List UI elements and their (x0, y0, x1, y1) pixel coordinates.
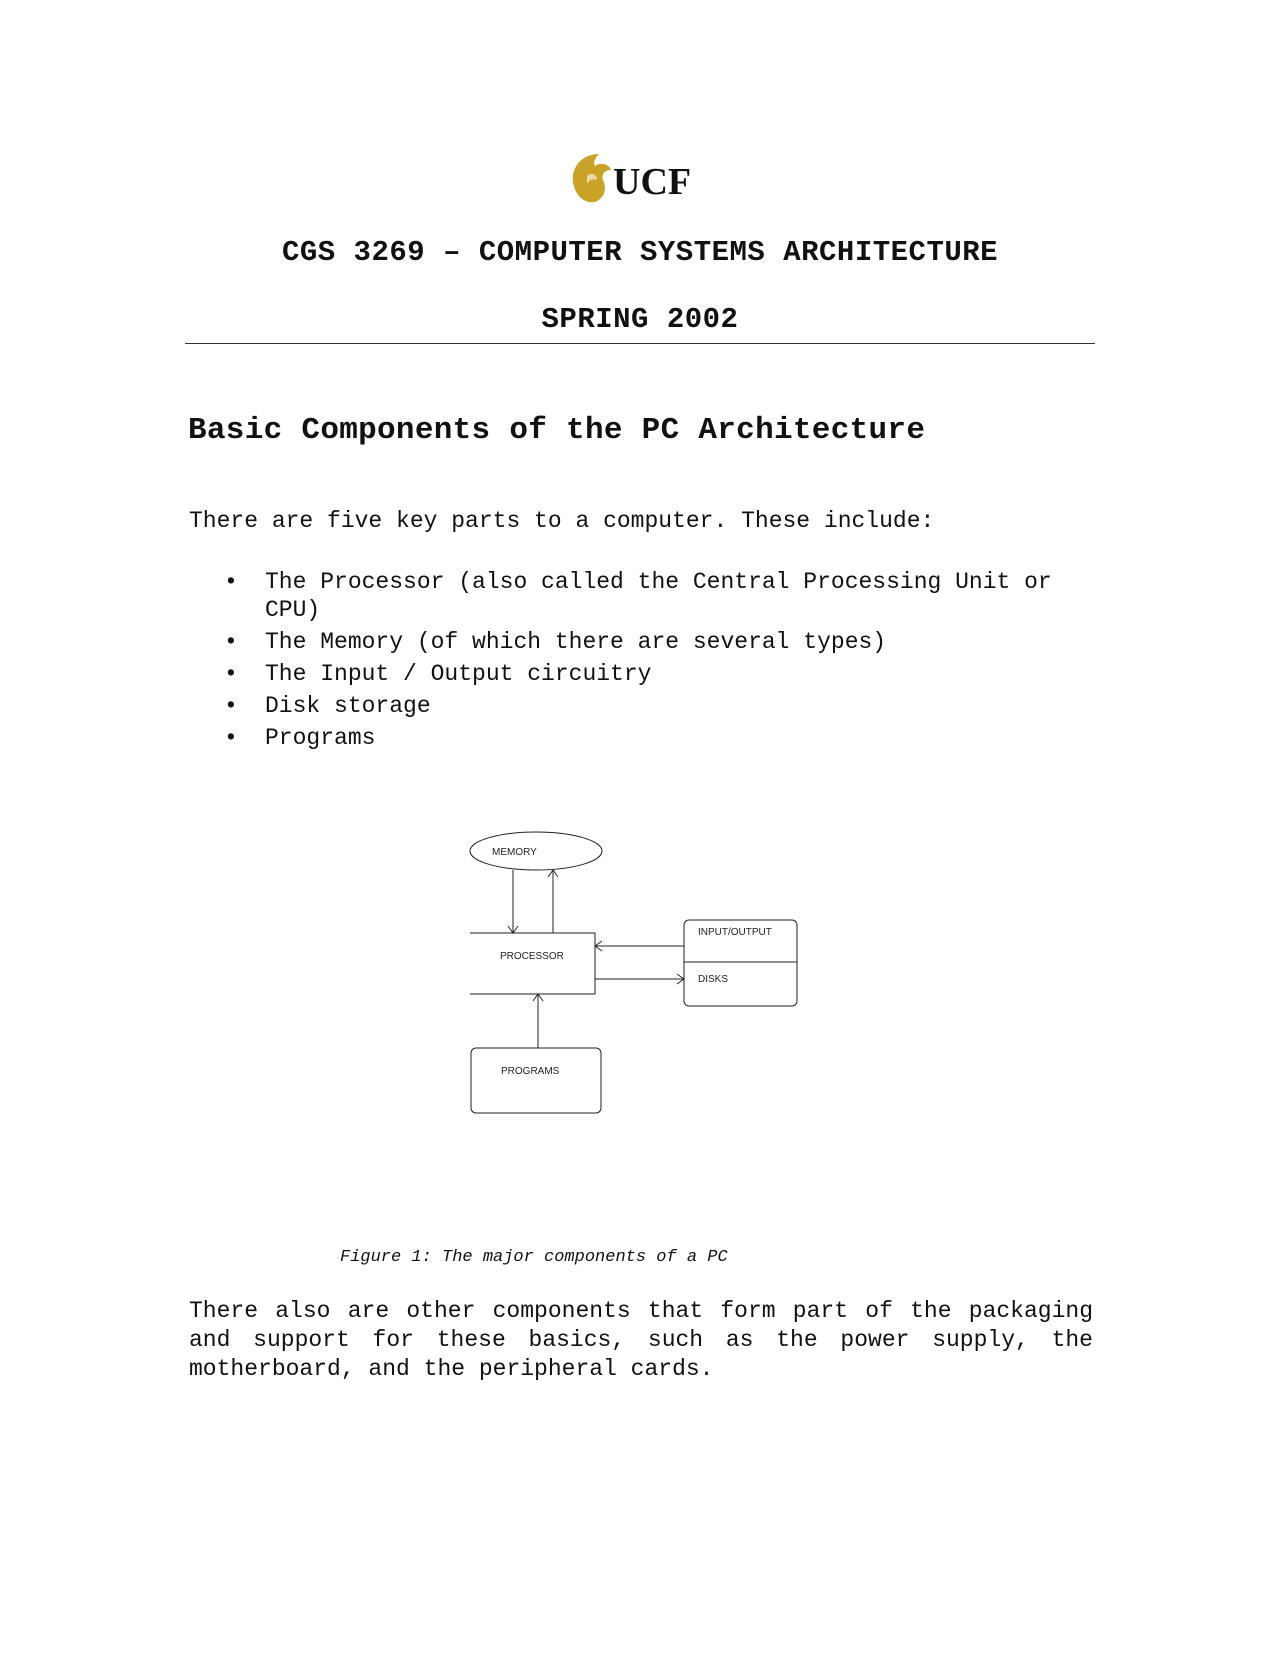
components-diagram (440, 820, 820, 1130)
processor-node (470, 933, 595, 994)
list-item: • The Processor (also called the Central Processing Unit or CPU) (224, 569, 1052, 623)
ucf-logo (565, 148, 715, 210)
figure-caption: Figure 1: The major components of a PC (340, 1248, 728, 1267)
memory-label: MEMORY (492, 847, 537, 858)
programs-label: PROGRAMS (501, 1066, 560, 1077)
processor-label: PROCESSOR (500, 951, 564, 962)
term-label: SPRING 2002 (541, 303, 739, 336)
programs-node (471, 1048, 601, 1113)
bullet-icon: • (224, 629, 238, 655)
course-title: CGS 3269 – COMPUTER SYSTEMS ARCHITECTURE (281, 236, 999, 269)
list-item: • Disk storage (224, 693, 431, 719)
header-divider (185, 343, 1095, 344)
logo-text: UCF (613, 161, 692, 203)
bullet-icon: • (224, 693, 238, 719)
pegasus-icon (573, 154, 611, 202)
intro-paragraph: There are five key parts to a computer. These include: (189, 508, 935, 534)
bullet-icon: • (224, 725, 238, 751)
bullet-icon: • (224, 661, 238, 687)
section-heading: Basic Components of the PC Architecture (188, 413, 926, 448)
component-list (189, 568, 1109, 756)
io-label: INPUT/OUTPUT (698, 927, 772, 938)
list-item: • The Input / Output circuitry (224, 661, 652, 687)
closing-paragraph: There also are other components that form part of the packaging and support for these basics, such as the power supply, the motherboard, and the peripheral cards. (189, 1298, 1093, 1382)
list-item: • The Memory (of which there are several types) (224, 629, 887, 655)
list-item: • Programs (224, 725, 376, 751)
disks-label: DISKS (698, 974, 729, 985)
bullet-icon: • (224, 569, 238, 595)
